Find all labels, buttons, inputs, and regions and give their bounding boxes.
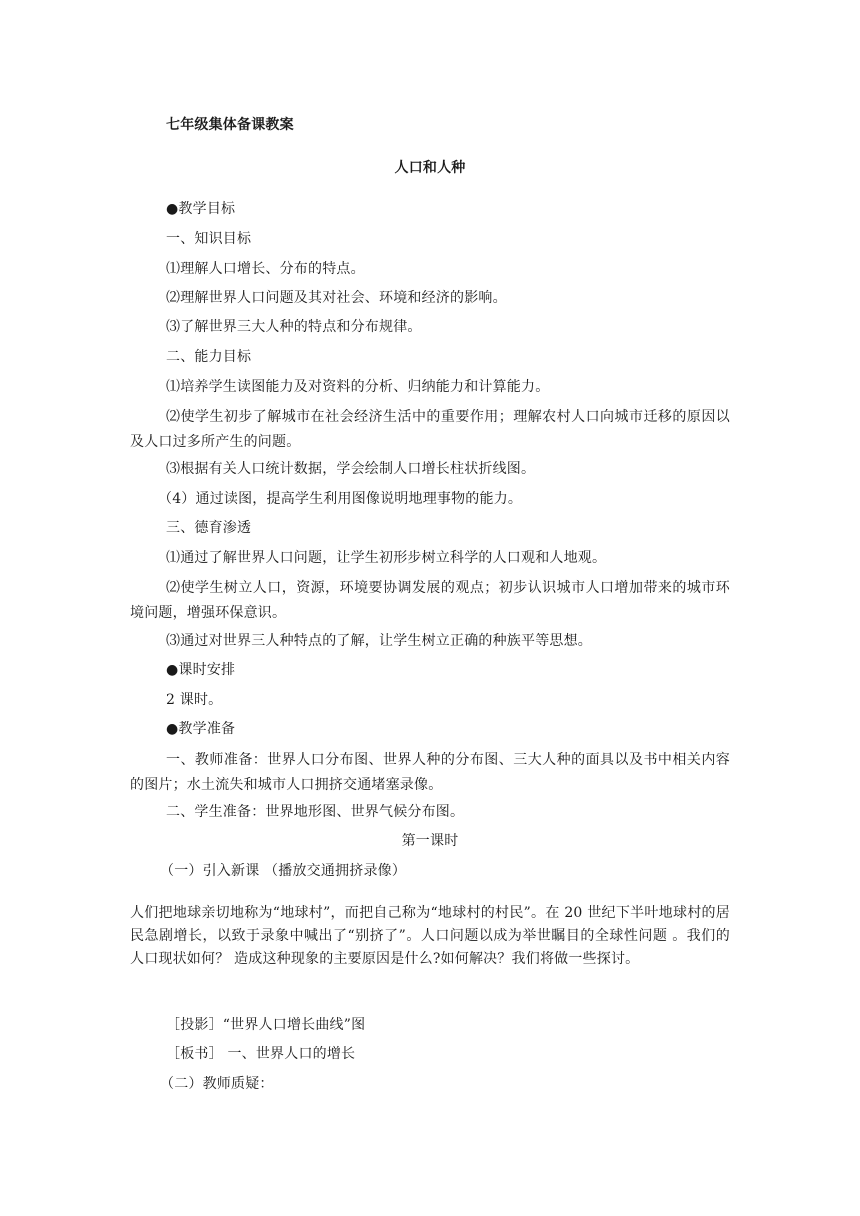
- schedule-text: 2 课时。: [166, 692, 223, 708]
- lesson-title: 人口和人种: [394, 160, 466, 176]
- doc-title: 七年级集体备课教案: [166, 117, 294, 133]
- goals-heading: ●教学目标: [166, 201, 236, 217]
- projection-note: ［投影］“世界人口增长曲线”图: [166, 1017, 366, 1033]
- ability-item-3: ⑶根据有关人口统计数据，学会绘制人口增长柱状折线图。: [166, 461, 536, 477]
- prep-student: 二、学生准备：世界地形图、世界气候分布图。: [166, 804, 465, 820]
- board-note: ［板书］ 一、世界人口的增长: [166, 1046, 356, 1062]
- moral-item-1: ⑴通过了解世界人口问题，让学生初形步树立科学的人口观和人地观。: [166, 550, 607, 566]
- knowledge-item-3: ⑶了解世界三大人种的特点和分布规律。: [166, 319, 422, 335]
- knowledge-item-1: ⑴理解人口增长、分布的特点。: [166, 261, 365, 277]
- moral-heading: 三、德育渗透: [166, 520, 252, 536]
- ability-heading: 二、能力目标: [166, 349, 252, 365]
- knowledge-item-2: ⑵理解世界人口问题及其对社会、环境和经济的影响。: [166, 290, 507, 306]
- knowledge-heading: 一、知识目标: [166, 231, 252, 247]
- moral-item-2: ⑵使学生树立人口，资源，环境要协调发展的观点；初步认识城市人口增加带来的城市环境问题，增强环保意识。: [130, 580, 730, 621]
- lesson1-paragraph: 人们把地球亲切地称为“地球村”，而把自己称为“地球村的村民”。在 20 世纪下半叶地球村的居民急剧增长，以致于录象中喊出了“别挤了”。人口问题以成为举世瞩目的全球性问题 。我们的人口现状如何？ 造成这种现象的主要原因是什么?如何解决？我们将做一些探讨。: [130, 905, 730, 967]
- prep-heading: ●教学准备: [166, 721, 236, 737]
- teacher-question: （二）教师质疑：: [160, 1076, 274, 1092]
- prep-teacher: 一、教师准备：世界人口分布图、世界人种的分布图、三大人种的面具以及书中相关内容的图片；水土流失和城市人口拥挤交通堵塞录像。: [130, 752, 730, 793]
- ability-item-1: ⑴培养学生读图能力及对资料的分析、归纳能力和计算能力。: [166, 379, 550, 395]
- ability-item-4: （4）通过读图，提高学生利用图像说明地理事物的能力。: [158, 491, 523, 507]
- ability-item-2: ⑵使学生初步了解城市在社会经济生活中的重要作用；理解农村人口向城市迁移的原因以及人口过多所产生的问题。: [130, 409, 730, 450]
- lesson1-intro: （一）引入新课 （播放交通拥挤录像）: [160, 863, 407, 879]
- moral-item-3: ⑶通过对世界三人种特点的了解，让学生树立正确的种族平等思想。: [166, 633, 592, 649]
- lesson1-heading: 第一课时: [401, 833, 459, 849]
- schedule-heading: ●课时安排: [166, 662, 236, 678]
